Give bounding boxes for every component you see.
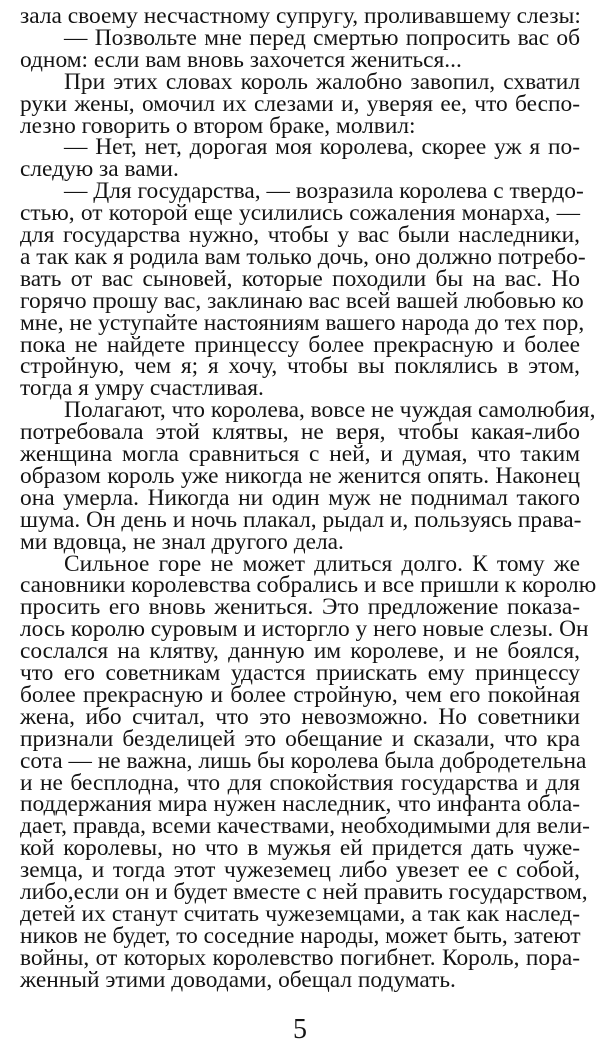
text-line: сослался на клятву, данную им королеве, и не боялся,	[20, 638, 580, 665]
text-line: что его советникам удастся приискать ему принцессу	[20, 660, 580, 686]
text-line: стью, от которой еще усилились сожаления монарха, —	[20, 200, 580, 227]
text-line: ми вдовца, не знал другого дела.	[20, 528, 344, 555]
text-line: — Для государства, — возразила королева с твердо-	[64, 178, 584, 205]
text-line: сота — не важна, лишь бы королева была добродетельна	[20, 747, 587, 774]
text-line: одном: если вам вновь захочется жениться...	[20, 46, 462, 73]
text-line: Полагают, что королева, вовсе не чуждая самолюбия,	[64, 397, 596, 424]
text-line: более прекрасную и более стройную, чем его покойная	[20, 681, 580, 708]
text-line: тогда я умру счастливая.	[20, 375, 264, 402]
text-line: пока не найдете принцессу более прекрасную и более	[20, 331, 580, 358]
text-line: потребовала этой клятвы, не веря, чтобы какая-либо	[20, 419, 580, 446]
text-line: следую за вами.	[20, 156, 179, 183]
text-line: зала своему несчастному супругу, проливавшему слезы:	[20, 3, 581, 29]
text-line: сановники королевства собрались и все пришли к королю	[20, 572, 597, 599]
text-line: лось королю суровым и исторгло у него новые слезы. Он	[20, 616, 589, 643]
text-line: дает, правда, всеми качествами, необходимыми для вели-	[20, 813, 590, 840]
text-line: шума. Он день и ночь плакал, рыдал и, пользуясь права-	[20, 506, 582, 533]
text-line: женщина могла сравниться с ней, и думая, что таким	[20, 441, 580, 467]
text-line: ников не будет, то соседние народы, может быть, затеют	[20, 922, 581, 949]
text-line: признали безделицей это обещание и сказали, что кра	[20, 725, 580, 752]
text-line: лезно говорить о втором браке, молвил:	[20, 112, 416, 139]
text-line: образом король уже никогда не женится опять. Наконец	[20, 462, 580, 489]
text-line: женный этими доводами, обещал подумать.	[20, 966, 456, 993]
text-line: поддержания мира нужен наследник, что инфанта обла-	[20, 791, 580, 818]
book-page	[20, 3, 597, 1056]
text-line: земца, и тогда этот чужеземец либо увезет ее с собой,	[20, 857, 580, 884]
text-line: вать от вас сыновей, которые походили бы на вас. Но	[20, 265, 580, 292]
text-line: — Нет, нет, дорогая моя королева, скорее уж я по-	[64, 134, 580, 161]
text-line: горячо прошу вас, заклинаю вас всей вашей любовью ко	[20, 287, 584, 314]
text-line: Сильное горе не может длиться долго. К тому же	[64, 550, 580, 577]
text-line: детей их станут считать чужеземцами, а так как наслед-	[20, 900, 580, 927]
text-line: руки жены, омочил их слезами и, уверяя ее, что беспо-	[20, 90, 580, 117]
text-line: жена, ибо считал, что это невозможно. Но советники	[20, 703, 580, 730]
text-line: а так как я родила вам только дочь, оно должно потребо-	[20, 243, 586, 270]
text-line: — Позвольте мне перед смертью попросить вас об	[64, 24, 580, 51]
text-line: При этих словах король жалобно завопил, схватил	[64, 68, 580, 95]
text-line: войны, от которых королевство погибнет. Король, пора-	[20, 944, 580, 971]
text-line: либо,если он и будет вместе с ней править государством,	[20, 879, 588, 905]
text-line: и не бесплодна, что для спокойствия государства и для	[20, 769, 580, 796]
text-line: для государства нужно, чтобы у вас были наследники,	[20, 222, 580, 248]
page-number: 5	[293, 1014, 307, 1045]
text-line: она умерла. Никогда ни один муж не поднимал такого	[20, 484, 580, 511]
text-line: мне, не уступайте настояниям вашего народа до тех пор,	[20, 309, 585, 336]
text-line: стройную, чем я; я хочу, чтобы вы поклялись в этом,	[20, 353, 580, 380]
text-line: кой королевы, но что в мужья ей придется дать чуже-	[20, 835, 580, 862]
text-line: просить его вновь жениться. Это предложение показа-	[20, 594, 580, 621]
